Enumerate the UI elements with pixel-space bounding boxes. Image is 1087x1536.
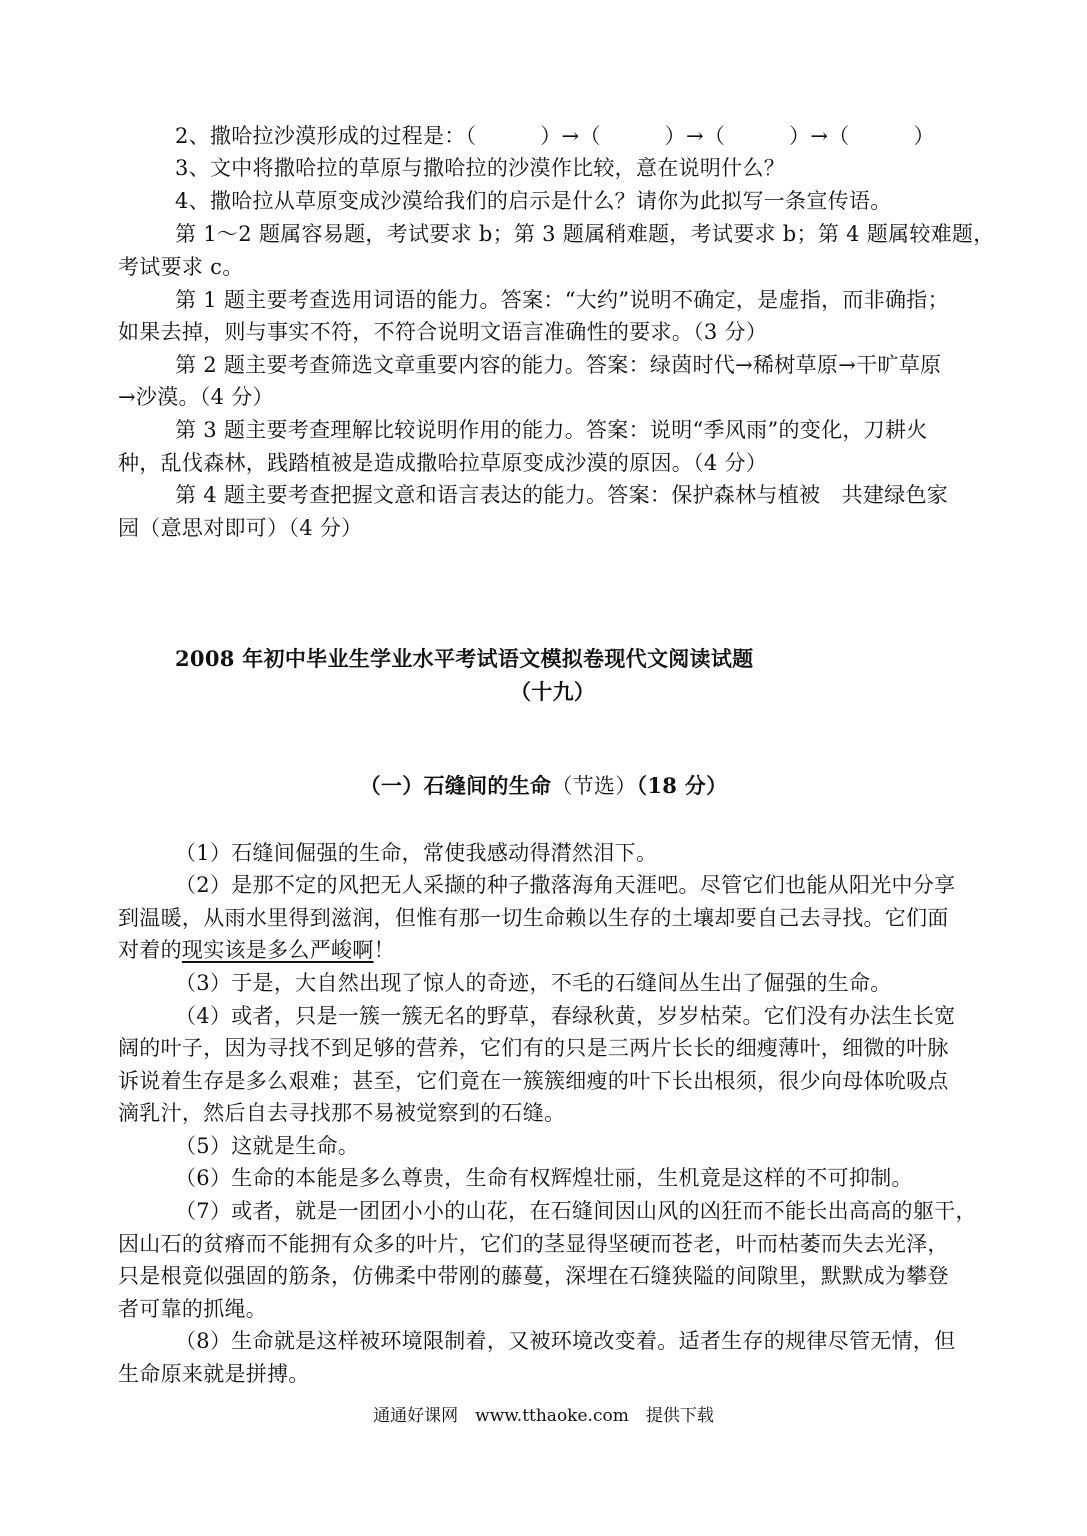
underlined-phrase: 现实该是多么严峻啊 — [181, 938, 374, 962]
paragraph-2-text: 对着的 — [118, 938, 182, 962]
paragraph-7-line-4: 者可靠的抓绳。 — [118, 1297, 268, 1321]
paragraph-7-line-1: （7）或者，就是一团团小小的山花，在石缝间因山风的凶狂而不能长出高高的躯干， — [175, 1199, 977, 1223]
paragraph-4-line-2: 阔的叶子，因为寻找不到足够的营养，它们有的只是三两片长长的细瘦薄叶，细微的叶脉 — [118, 1036, 949, 1060]
question-4: 4、撒哈拉从草原变成沙漠给我们的启示是什么？请你为此拟写一条宣传语。 — [175, 189, 892, 213]
paragraph-8-line-2: 生命原来就是拼搏。 — [118, 1362, 310, 1386]
section-heading — [0, 770, 1087, 802]
paragraph-3: （3）于是，大自然出现了惊人的奇迹，不毛的石缝间丛生出了倔强的生命。 — [175, 971, 892, 995]
paragraph-4-line-3: 诉说着生存是多么艰难；甚至，它们竟在一簇簇细瘦的叶下长出根须，很少向母体吮吸点 — [118, 1069, 949, 1093]
difficulty-note-line-2: 考试要求 c。 — [118, 255, 244, 279]
paragraph-2-line-1: （2）是那不定的风把无人采撷的种子撒落海角天涯吧。尽管它们也能从阳光中分享 — [175, 873, 956, 897]
answer-2-line-1: 第 2 题主要考查筛选文章重要内容的能力。答案：绿茵时代→稀树草原→干旷草原 — [175, 353, 942, 377]
exam-number: （十九） — [510, 679, 596, 704]
question-2: 2、撒哈拉沙漠形成的过程是：（ ）→（ ）→（ ）→（ ） — [175, 124, 935, 148]
difficulty-note-line-1: 第 1～2 题属容易题，考试要求 b；第 3 题属稍难题，考试要求 b；第 4 题属较难题， — [175, 222, 995, 246]
paragraph-4-line-4: 滴乳汁，然后自去寻找那不易被觉察到的石缝。 — [118, 1101, 566, 1125]
paragraph-7-line-3: 只是根竟似强固的筋条，仿佛柔中带刚的藤蔓，深埋在石缝狭隘的间隙里，默默成为攀登 — [118, 1264, 949, 1288]
paragraph-8-line-1: （8）生命就是这样被环境限制着，又被环境改变着。适者生存的规律尽管无情，但 — [175, 1329, 956, 1353]
paragraph-2-end: ！ — [373, 938, 395, 962]
answer-3-line-2: 种，乱伐森林，践踏植被是造成撒哈拉草原变成沙漠的原因。（4 分） — [118, 451, 768, 475]
paragraph-6: （6）生命的本能是多么尊贵，生命有权辉煌壮丽，生机竟是这样的不可抑制。 — [175, 1166, 913, 1190]
answer-1-line-2: 如果去掉，则与事实不符，不符合说明文语言准确性的要求。（3 分） — [118, 320, 768, 344]
paragraph-2-line-3 — [118, 934, 970, 966]
section-note: （节选） — [551, 774, 637, 798]
paragraph-4-line-1: （4）或者，只是一簇一簇无名的野草，春绿秋黄，岁岁枯荣。它们没有办法生长宽 — [175, 1004, 956, 1028]
question-3: 3、文中将撒哈拉的草原与撒哈拉的沙漠作比较，意在说明什么？ — [175, 156, 786, 180]
section-title: （一）石缝间的生命 — [359, 773, 552, 798]
answer-4-line-2: 园（意思对即可）（4 分） — [118, 516, 363, 540]
answer-2-line-2: →沙漠。（4 分） — [118, 385, 274, 409]
answer-3-line-1: 第 3 题主要考查理解比较说明作用的能力。答案：说明“季风雨”的变化，刀耕火 — [175, 418, 928, 442]
paragraph-5: （5）这就是生命。 — [175, 1134, 360, 1158]
answer-4-line-1: 第 4 题主要考查把握文意和语言表达的能力。答案：保护森林与植被 共建绿色家 — [175, 483, 949, 507]
paragraph-7-line-2: 因山石的贫瘠而不能拥有众多的叶片，它们的茎显得坚硬而苍老，叶而枯萎而失去光泽， — [118, 1232, 949, 1256]
paragraph-1: （1）石缝间倔强的生命，常使我感动得潸然泪下。 — [175, 841, 658, 865]
page-footer: 通通好课网 www.tthaoke.com 提供下载 — [373, 1406, 714, 1426]
exam-title: 2008 年初中毕业生学业水平考试语文模拟卷现代文阅读试题 — [175, 646, 754, 671]
paragraph-2-line-2: 到温暖，从雨水里得到滋润，但惟有那一切生命赖以生存的土壤却要自己去寻找。它们面 — [118, 906, 949, 930]
section-score: （18 分） — [636, 773, 728, 798]
answer-1-line-1: 第 1 题主要考查选用词语的能力。答案：“大约”说明不确定，是虚指，而非确指； — [175, 288, 949, 312]
